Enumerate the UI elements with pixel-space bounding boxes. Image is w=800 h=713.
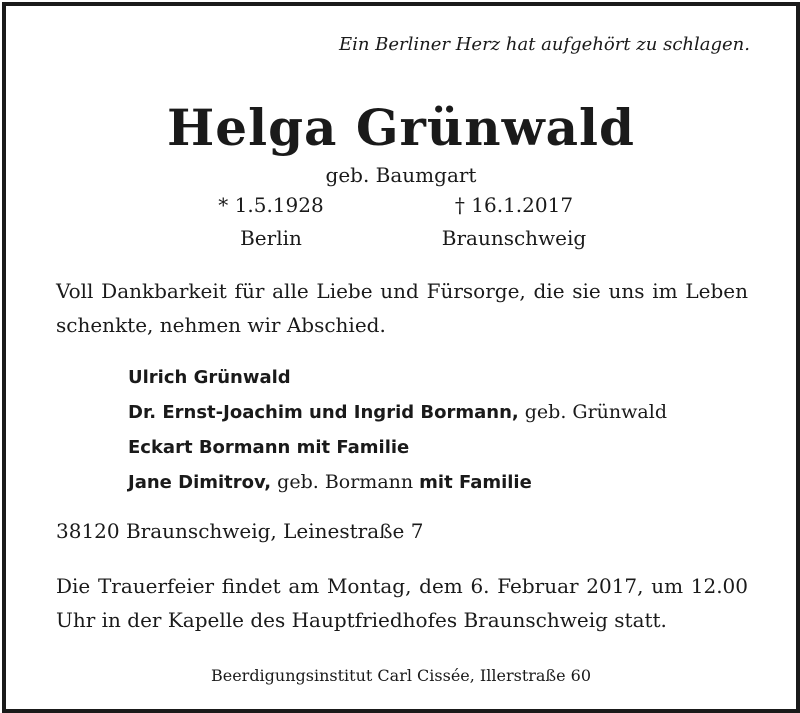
deceased-name: Helga Grünwald bbox=[167, 98, 635, 157]
birth-place: Berlin bbox=[240, 226, 302, 250]
mourner-note-bold: mit Familie bbox=[419, 472, 532, 493]
mourner-line bbox=[128, 395, 667, 430]
mourners-list bbox=[128, 360, 667, 500]
mourner-line bbox=[128, 465, 667, 500]
gratitude-text: Voll Dankbarkeit für alle Liebe und Fürsorge, die sie uns im Leben schenkte, nehmen wir Abschied. bbox=[56, 279, 748, 337]
death-place: Braunschweig bbox=[441, 226, 587, 250]
mourner-line bbox=[128, 430, 667, 465]
undertaker: Beerdigungsinstitut Carl Cissée, Illerstraße 60 bbox=[210, 666, 592, 685]
mourner-note: geb. Grünwald bbox=[518, 401, 667, 423]
birth-date: * 1.5.1928 bbox=[218, 193, 324, 217]
address: 38120 Braunschweig, Leinestraße 7 bbox=[56, 519, 424, 543]
death-date: † 16.1.2017 bbox=[454, 193, 574, 217]
maiden-name: geb. Baumgart bbox=[325, 163, 477, 187]
mourner-line bbox=[128, 360, 667, 395]
mourner-name: Jane Dimitrov, bbox=[128, 472, 272, 493]
mourner-note: geb. Bormann bbox=[271, 471, 420, 493]
funeral-info: Die Trauerfeier findet am Montag, dem 6. Februar 2017, um 12.00 Uhr in der Kapelle des Hauptfriedhofes Braunschweig statt. bbox=[56, 574, 748, 632]
mourner-name: Dr. Ernst-Joachim und Ingrid Bormann, bbox=[128, 402, 519, 423]
mourner-name: Eckart Bormann mit Familie bbox=[128, 437, 410, 458]
mourner-name: Ulrich Grünwald bbox=[128, 367, 291, 388]
obituary-frame bbox=[2, 2, 800, 713]
motto: Ein Berliner Herz hat aufgehört zu schlagen. bbox=[338, 34, 750, 55]
